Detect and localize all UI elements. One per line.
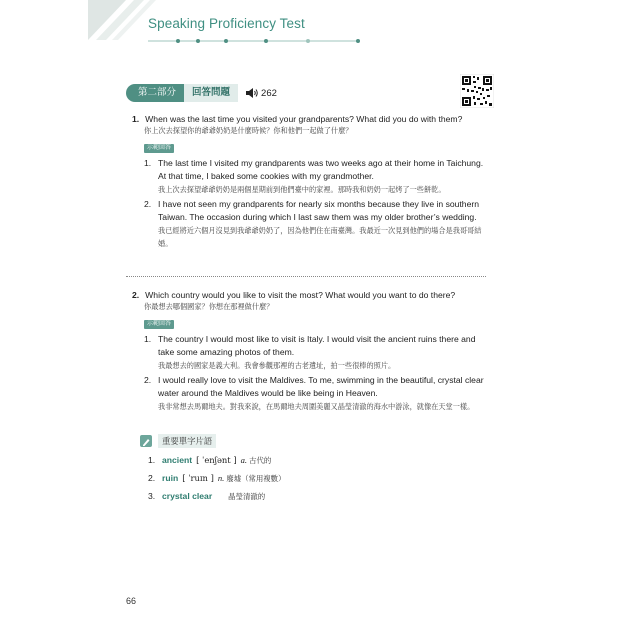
qr-code[interactable] [460,74,494,108]
question-2 [132,290,512,415]
section-name-label: 回答問題 [184,84,238,102]
section-tag [126,84,277,102]
answer-translation: 我已經將近六個月沒見到我爺爺奶奶了，因為他們住在南臺灣。我最近一次見到他們的場合是我哥哥結婚。 [158,226,482,248]
answer-translation: 我非常想去馬爾地夫。對我來說，在馬爾地夫周圍美麗又晶瑩清澈的海水中游泳，就像在天堂一樣。 [158,402,475,411]
answer-text: The last time I visited my grandparents was two weeks ago at their home in Taichung. At that time, I baked some cookies with my grandmother. [158,158,484,181]
vocab-part-of-speech: n. [217,473,225,483]
question-2-text: Which country would you like to visit the most? What would you want to do there? [145,290,456,300]
vocab-word: ancient [162,455,193,465]
section-part-label: 第二部分 [126,84,184,102]
vocab-title: 重要單字片語 [158,434,216,448]
vocab-part-of-speech: a. [240,455,248,465]
answer-1-1 [144,157,512,198]
vocab-number: 1. [148,455,156,465]
answer-number: 2. [144,199,152,209]
answer-2-2 [144,374,512,415]
vocab-item [148,454,271,467]
page-number: 66 [126,596,137,606]
question-1 [132,114,512,252]
question-1-title [132,114,512,125]
speaker-icon [246,88,258,98]
vocab-definition: 古代的 [249,456,272,465]
running-header-title: Speaking Proficiency Test [148,16,305,31]
question-1-translation: 你上次去探望你的爺爺奶奶是什麼時候？你和他們一起做了什麼？ [144,126,353,135]
vocab-number: 2. [148,473,156,483]
vocab-header [140,434,216,448]
vocab-number: 3. [148,491,156,501]
answer-text: I have not seen my grandparents for nearly six months because they live in southern Taiwan. The occasion during which I last saw them was my older brother’s wedding. [158,199,480,222]
vocab-word: crystal clear [162,491,213,501]
pencil-icon [140,435,152,447]
vocab-definition: 晶瑩清澈的 [228,492,266,501]
vocab-phonetic: [ ˈruɪn ] [182,473,214,483]
answer-text: I would really love to visit the Maldives. To me, swimming in the beautiful, crystal clear water around the Maldives would be like being in Heaven. [158,375,484,398]
audio-track[interactable] [246,88,277,99]
vocab-definition: 廢墟（常用複數） [226,474,286,483]
answer-number: 1. [144,158,152,168]
vocab-item [148,472,285,485]
page [88,0,552,640]
question-1-number: 1. [132,114,140,124]
question-2-translation: 你最想去哪個國家？你想在那裡做什麼？ [144,302,274,311]
question-2-title [132,290,512,301]
vocab-word: ruin [162,473,179,483]
answer-1-2 [144,198,512,252]
header-rule [148,38,363,54]
sample-answer-badge: 示範回答 [144,144,174,153]
answer-translation: 我上次去探望爺爺奶奶是兩個星期前到他們臺中的家裡。那時我和奶奶一起烤了一些餅乾。 [158,185,446,194]
vocab-item [148,490,265,503]
sample-answer-badge: 示範回答 [144,320,174,329]
question-2-number: 2. [132,290,140,300]
answer-number: 2. [144,375,152,385]
audio-track-number: 262 [261,87,277,99]
vocab-phonetic: [ ˈenʃənt ] [196,455,237,465]
dotted-divider [126,276,486,277]
answer-translation: 我最想去的國家是義大利。我會參觀那裡的古老遺址，拍一些很棒的照片。 [158,361,396,370]
answer-number: 1. [144,334,152,344]
question-1-text: When was the last time you visited your grandparents? What did you do with them? [145,114,463,124]
answer-text: The country I would most like to visit is Italy. I would visit the ancient ruins there and take some amazing photos of them. [158,334,476,357]
answer-2-1 [144,333,512,374]
